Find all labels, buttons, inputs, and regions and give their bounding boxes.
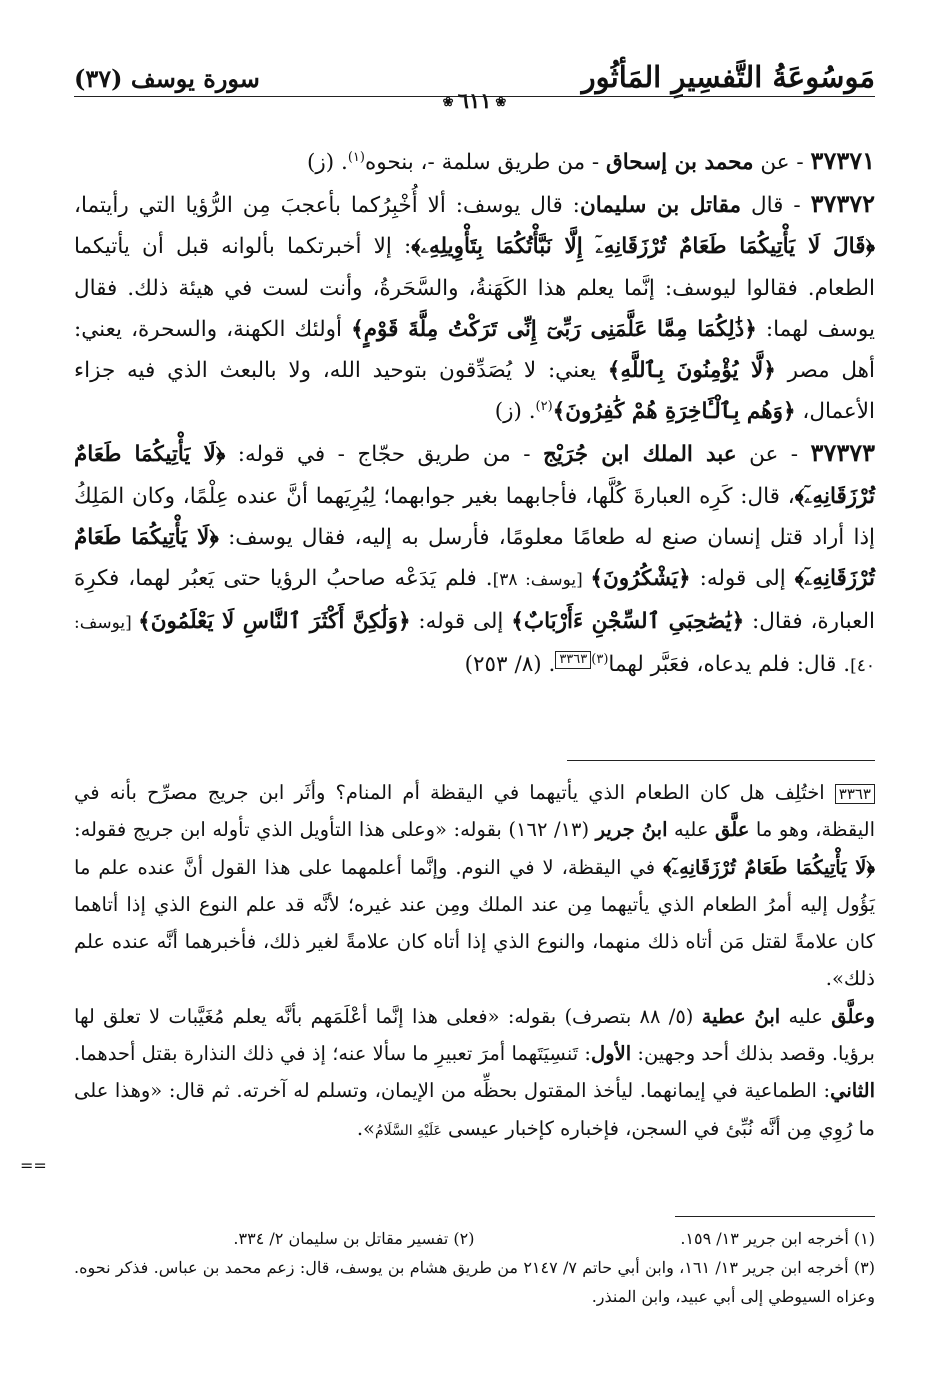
footnote-ref[interactable]: (٣) <box>591 652 609 668</box>
commentary-paragraph <box>74 998 875 1150</box>
verse-source: [يوسف: ٣٨] <box>492 570 591 591</box>
entry-number: ٣٧٣٧٢ <box>810 189 876 219</box>
entry-text: ، قال: كَرِه العبارةَ كُلَّها، فأجابهما بغير جوابهما؛ لِيُرِيَهما أنَّ عنده عِلْمًا، وكان المَلِكُ إذا أراد قتل إنسان صنع له طعامًا معلومًا، فأرسل به إليه، فقال يوسف: <box>74 483 875 550</box>
scholar-name: ابنُ عطية <box>701 1004 781 1028</box>
entry-text: - قال <box>741 193 801 219</box>
commentary-text: وعلَّق <box>831 1004 875 1028</box>
commentary-text: : تَنسِيَتَهما أمرَ تعبيرِ ما سألا عنه؛ إذ في ذلك النذارة بقتل أحدهما. <box>74 1042 591 1066</box>
point-label: الأول <box>590 1042 632 1066</box>
quran-verse: ﴿لَا يَأْتِيكُمَا طَعَامٌ تُرْزَقَانِهِۦٓ﴾ <box>663 855 875 879</box>
narrator-name: عبد الملك ابن جُرَيْج <box>543 442 737 468</box>
footnote-ref[interactable]: (٢) <box>535 399 553 415</box>
commentary <box>74 774 875 1150</box>
footnotes <box>74 1224 875 1311</box>
entry-text: إلى قوله: <box>690 566 795 592</box>
entry-37371 <box>74 140 875 183</box>
commentary-text: : الطماعية في إيمانهما. ليأخذ المقتول بحظِّه من الإيمان، وتسلم له آخرته. ثم قال: «وهذا على ما رُوِي مِن أنَّه نُبِّئ في السجن، فإخباره كإخبار عيسى <box>74 1079 875 1140</box>
entry-tail: . (ز) <box>494 399 536 425</box>
narrator-name: مقاتل بن سليمان <box>579 193 742 219</box>
commentary-separator <box>567 760 875 761</box>
quran-verse: ﴿يَشْكُرُونَ﴾ <box>590 566 691 592</box>
footnote-ref[interactable]: (١) <box>347 149 365 165</box>
page-number <box>439 88 511 113</box>
commentary-id: ٣٣٦٣ <box>835 784 875 804</box>
commentary-text: اختُلِف هل كان الطعام الذي يأتيهما في اليقظة أم المنام؟ وأثَر ابن جريج مصرِّح بأنه في اليقظة، وهو ما <box>74 781 876 842</box>
entry-tail: . (٨/ ٢٥٣) <box>464 652 556 678</box>
quran-verse: ﴿لَا يَأْتِيكُمَا طَعَامٌ تُرْزَقَانِهِۦٓ﴾ <box>74 524 875 592</box>
commentary-paragraph <box>74 774 875 998</box>
commentary-text: (٥/ ٨٨ بتصرف) بقوله: «فعلى هذا إنَّما أعْلَمَهم بأنَّه يعلم مُغَيَّبات لا تعلق لها برؤيا. وقصد بذلك أحد وجهين: <box>74 1004 875 1066</box>
entry-37372 <box>74 183 875 432</box>
header-rule <box>74 96 875 97</box>
quran-verse: ﴿لَّا يُؤْمِنُونَ بِٱللَّهِ﴾ <box>607 358 776 384</box>
page-number-value: ٦١١ <box>457 88 492 113</box>
entry-text: - من طريق سلمة -، بنحوه <box>364 150 607 175</box>
scholar-name: ابنُ جرير <box>595 818 668 842</box>
entry-text: : إلا أخبرتكما بألوانه قبل أن يأتيكما الطعام. فقالوا ليوسف: إنَّما يعلم هذا الكَهَنةُ، والسَّحَرةُ، وأنت لست في هيئة ذلك. فقال يوسف لهما: <box>74 234 875 342</box>
page-header <box>74 58 875 113</box>
entry-text: . قال: فلم يدعاه، فعَبَّر لهما <box>608 652 851 678</box>
commentary-text: في اليقظة، لا في النوم. وإنَّما أعلمهما على هذا القول أنَّ عنده علم ما يَؤُول إليه أمرُ الطعام الذي يأتيهما مِن عند الملك ومِن عند غيره؛ لأنَّه قد علم النوع الذي إذا أتاهما كان علامةً لقتل مَن أتاه ذلك منهما، والنوع الذي إذا أتاه كان علامةً لغير ذلك، فأخبرهما أنَّه عنده علم ذلك». <box>74 855 875 991</box>
quran-verse: ﴿وَلَٰكِنَّ أَكْثَرَ ٱلنَّاسِ لَا يَعْلَمُونَ﴾ <box>138 609 411 635</box>
commentary-ref[interactable]: ٣٣٦٣ <box>555 651 591 669</box>
entry-tail: . (ز) <box>307 150 348 175</box>
point-label: الثاني <box>830 1079 875 1103</box>
verse-source: [يوسف: ٤٠] <box>74 613 875 677</box>
surah-label: سورة يوسف (٣٧) <box>74 64 260 93</box>
footnote-1: (١) أخرجه ابن جرير ١٣/ ١٥٩. <box>680 1229 875 1248</box>
entry-37373 <box>74 432 875 687</box>
commentary-text: (١٣/ ١٦٢) بقوله: «وعلى هذا التأويل الذي تأوله ابن جريج فقوله: <box>74 818 596 842</box>
footnote-2: (٢) تفسير مقاتل بن سليمان ٢/ ٣٣٤. <box>233 1229 475 1248</box>
ornament-icon: ❀ <box>495 95 507 110</box>
entry-text: إلى قوله: <box>410 609 512 635</box>
entry-text: - عن <box>736 442 799 468</box>
footnote-row <box>74 1224 875 1253</box>
footnote-separator <box>675 1216 875 1217</box>
margin-marker: == <box>20 1156 47 1175</box>
entry-text: - عن <box>753 150 804 175</box>
quran-verse: ﴿قَالَ لَا يَأْتِيكُمَا طَعَامٌ تُرْزَقَانِهِۦٓ إِلَّا نَبَّأْتُكُمَا بِتَأْوِيلِهِۦ﴾ <box>411 234 875 260</box>
entry-number: ٣٧٣٧١ <box>810 146 875 175</box>
narrator-name: محمد بن إسحاق <box>606 150 754 175</box>
commentary-text: عليه <box>667 818 716 842</box>
entry-text: . فلم يَدَعْه صاحبُ الرؤيا حتى يَعبُر لهما، فكرِهَ العبارة، فقال: <box>74 566 875 635</box>
quran-verse: ﴿ذَٰلِكُمَا مِمَّا عَلَّمَنِى رَبِّىٓ إِنِّى تَرَكْتُ مِلَّةَ قَوْمٍ﴾ <box>351 316 757 342</box>
commentary-text: عليه <box>780 1004 832 1028</box>
entry-number: ٣٧٣٧٣ <box>810 438 875 468</box>
entry-text: - من طريق حجّاج - في قوله: <box>225 442 544 468</box>
honorific: عَلَيْهِ السَّلَامُ <box>375 1122 442 1139</box>
quran-verse: ﴿لَا يَأْتِيكُمَا طَعَامٌ تُرْزَقَانِهِۦٓ﴾ <box>74 442 875 509</box>
quran-verse: ﴿وَهُم بِٱلْـَٔاخِرَةِ هُمْ كَٰفِرُونَ﴾ <box>552 399 796 425</box>
entry-text: يعني: لا يُصَدِّقون بتوحيد الله، ولا بالبعث الذي فيه جزاء الأعمال، <box>74 358 875 425</box>
main-text <box>74 140 875 688</box>
book-title: مَوسُوعَةُ التَّفسِيرِ المَأثُور <box>581 60 875 94</box>
ornament-icon: ❀ <box>442 95 454 110</box>
footnote-3: (٣) أخرجه ابن جرير ١٣/ ١٦١، وابن أبي حاتم ٧/ ٢١٤٧ من طريق هشام بن يوسف، قال: زعم محمد بن عباس. فذكر نحوه. وعزاه السيوطي إلى أبي عبيد، وابن المنذر. <box>74 1258 875 1306</box>
entry-text: أولئك الكهنة، والسحرة، يعني: أهل مصر <box>74 316 875 384</box>
commentary-text: ». <box>356 1116 375 1140</box>
commentary-text: علَّق <box>715 818 750 842</box>
entry-text: : قال يوسف: ألا أُخْبِرُكما بأعجبَ مِن الرُّؤيا التي رأيتما، <box>74 193 580 219</box>
quran-verse: ﴿يَٰصَٰحِبَىِ ٱلسِّجْنِ ءَأَرْبَابٌ﴾ <box>511 609 745 635</box>
